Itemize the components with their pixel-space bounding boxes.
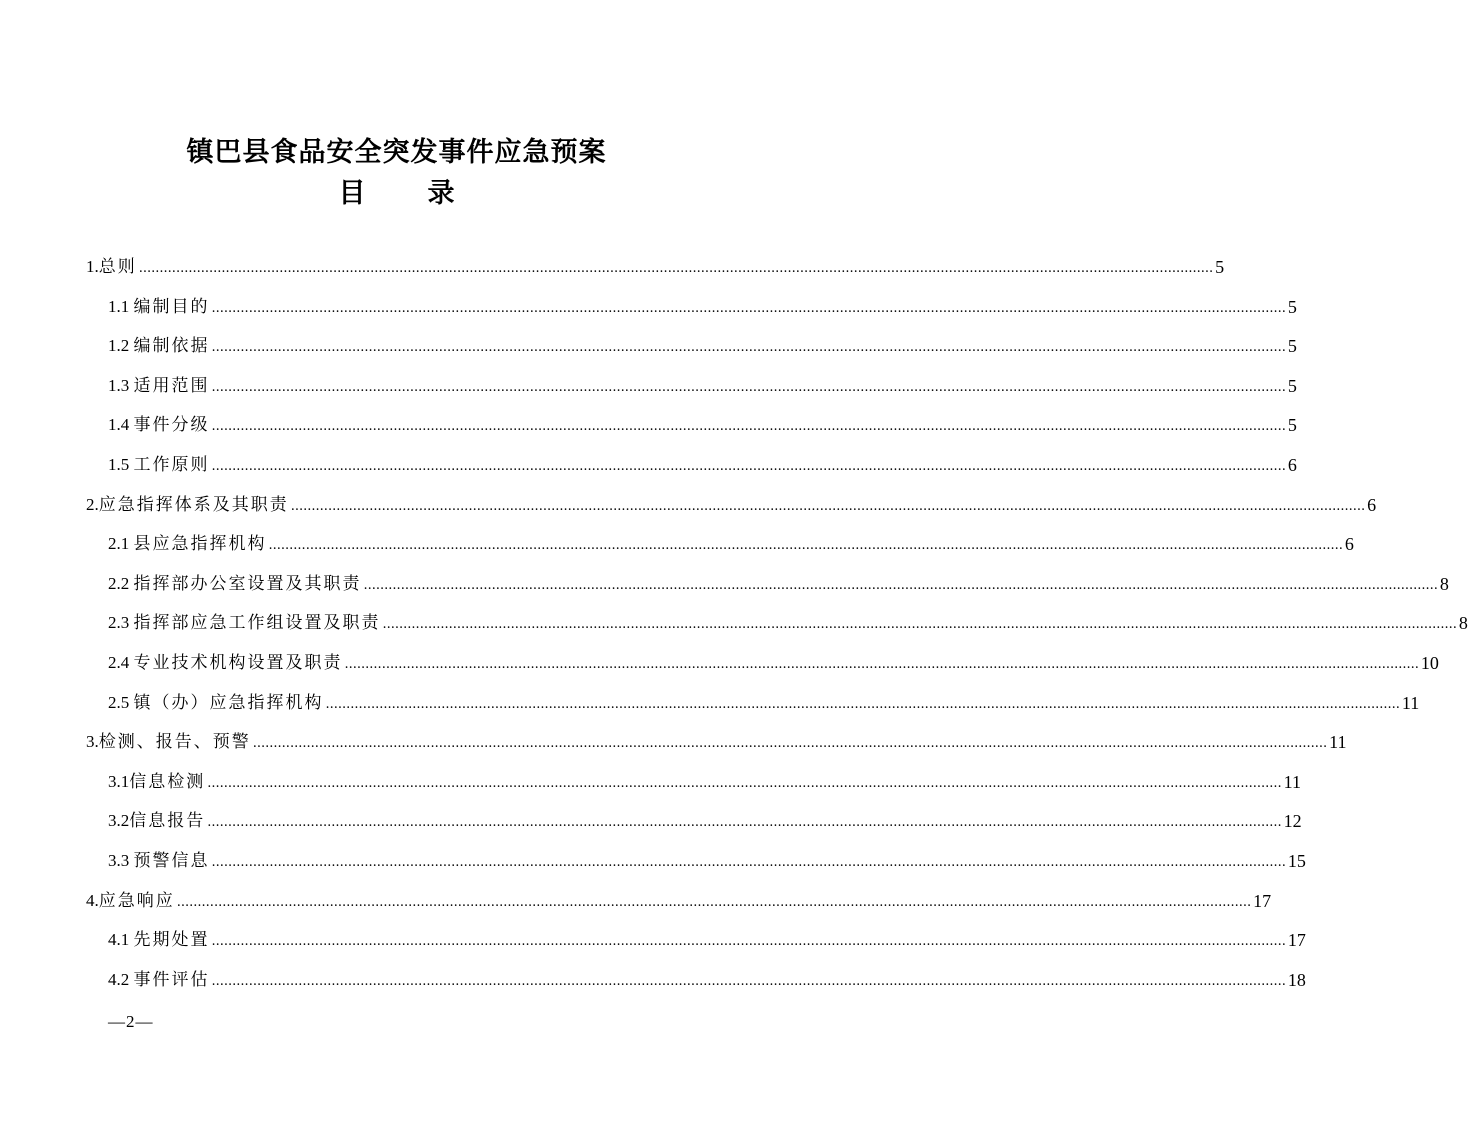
toc-entry-number: 3.1 — [108, 771, 130, 791]
toc-entry-text: 指挥部应急工作组设置及职责 — [133, 613, 381, 634]
toc-leader-dots: .................................................................................................................................................................................................................................................................... — [211, 934, 1286, 950]
toc-entry-number: 2.5 — [108, 692, 134, 712]
toc-leader-dots: .................................................................................................................................................................................................................................................................... — [344, 657, 1419, 672]
toc-entry-number: 1.1 — [108, 296, 134, 316]
toc-entry-number: 1.4 — [108, 415, 134, 435]
toc-entry-page: 8 — [1458, 613, 1468, 634]
toc-entry-text: 信息报告 — [129, 811, 206, 832]
toc-leader-dots: .................................................................................................................................................................................................................................................................... — [207, 775, 1282, 791]
toc-entry-text: 信息检测 — [129, 771, 206, 792]
toc-entry-number: 2.2 — [108, 573, 134, 593]
document-title: 镇巴县食品安全突发事件应急预案 — [186, 137, 607, 168]
toc-entry-text: 应急指挥体系及其职责 — [98, 494, 289, 515]
toc-leader-dots: .................................................................................................................................................................................................................................................................... — [268, 538, 1343, 554]
toc-entry-text: 编制目的 — [133, 296, 210, 317]
toc-entry-number: 1.3 — [108, 375, 134, 395]
toc-entry-page: 5 — [1287, 415, 1297, 436]
toc-entry[interactable] — [108, 763, 1301, 793]
toc-entry-text: 预警信息 — [133, 851, 210, 871]
toc-entry[interactable] — [86, 248, 1225, 278]
toc-entry[interactable] — [108, 921, 1306, 951]
toc-entry-text: 指挥部办公室设置及其职责 — [133, 573, 362, 594]
toc-entry-page: 12 — [1283, 811, 1302, 832]
toc-leader-dots: .................................................................................................................................................................................................................................................................... — [211, 300, 1286, 316]
toc-entry-number: 1. — [86, 257, 99, 276]
toc-leader-dots: .................................................................................................................................................................................................................................................................... — [211, 459, 1286, 474]
toc-entry[interactable] — [108, 565, 1449, 595]
toc-entry[interactable] — [108, 446, 1297, 476]
toc-entry-label — [86, 494, 289, 516]
toc-entry-page: 8 — [1439, 573, 1449, 594]
toc-entry-text: 县应急指挥机构 — [133, 534, 267, 555]
toc-entry-page: 6 — [1287, 455, 1297, 475]
toc-entry-text: 先期处置 — [133, 930, 210, 951]
toc-entry-text: 事件分级 — [133, 415, 210, 436]
toc-entry-label — [108, 929, 210, 951]
toc-entry-label — [108, 612, 381, 634]
toc-entry[interactable] — [108, 644, 1439, 674]
toc-entry-number: 4. — [86, 890, 99, 910]
toc-entry-text: 编制依据 — [133, 336, 210, 357]
toc-entry-number: 1.2 — [108, 336, 134, 356]
toc-entry-page: 5 — [1287, 375, 1297, 396]
toc-entry-label — [108, 652, 343, 674]
toc-entry-number: 3.3 — [108, 851, 134, 870]
toc-heading-right: 录 — [427, 178, 455, 209]
toc-entry[interactable] — [108, 406, 1297, 436]
toc-entry-text: 镇（办）应急指挥机构 — [133, 692, 324, 713]
toc-leader-dots: .................................................................................................................................................................................................................................................................... — [176, 894, 1252, 910]
toc-leader-dots: .................................................................................................................................................................................................................................................................... — [211, 419, 1286, 435]
toc-leader-dots: .................................................................................................................................................................................................................................................................... — [363, 577, 1438, 593]
toc-entry-number: 4.1 — [108, 930, 134, 950]
toc-entry-number: 4.2 — [108, 969, 134, 989]
toc-heading — [0, 171, 793, 210]
toc-leader-dots: .................................................................................................................................................................................................................................................................... — [252, 736, 1328, 752]
toc-entry-text: 专业技术机构设置及职责 — [133, 653, 343, 673]
toc-entry[interactable] — [108, 367, 1297, 397]
toc-entry-page: 5 — [1215, 257, 1225, 277]
toc-entry-label — [108, 692, 324, 714]
toc-entry-page: 11 — [1401, 692, 1420, 713]
toc-entry-number: 2. — [86, 494, 99, 514]
toc-entry-page: 17 — [1253, 890, 1272, 911]
toc-entry-page: 15 — [1287, 851, 1306, 871]
toc-entry-label — [108, 335, 210, 357]
toc-entry[interactable] — [86, 882, 1272, 912]
toc-entry-label — [108, 969, 210, 991]
toc-entry[interactable] — [108, 961, 1306, 991]
toc-entry-label — [108, 573, 362, 595]
toc-leader-dots: .................................................................................................................................................................................................................................................................... — [211, 855, 1286, 870]
toc-entry-text: 检测、报告、预警 — [98, 732, 251, 753]
toc-entry[interactable] — [108, 525, 1354, 555]
toc-entry-page: 11 — [1329, 732, 1347, 753]
toc-entry[interactable] — [108, 802, 1302, 832]
toc-entry-page: 10 — [1420, 653, 1439, 673]
toc-entry-label — [108, 454, 210, 476]
toc-entry-label — [108, 850, 210, 872]
toc-entry-label — [86, 731, 251, 753]
toc-entry-page: 17 — [1287, 930, 1306, 951]
toc-entry[interactable] — [86, 486, 1377, 516]
toc-entry-label — [108, 810, 205, 832]
toc-entry-page: 5 — [1287, 296, 1297, 317]
toc-entry-label — [86, 890, 175, 912]
toc-entry[interactable] — [108, 684, 1420, 714]
toc-entry-label — [108, 771, 205, 793]
toc-entry-text: 应急响应 — [98, 890, 175, 911]
toc-entry-page: 6 — [1367, 494, 1377, 515]
toc-leader-dots: .................................................................................................................................................................................................................................................................... — [211, 379, 1286, 395]
toc-entry-label — [108, 414, 210, 436]
toc-leader-dots: .................................................................................................................................................................................................................................................................... — [211, 973, 1286, 989]
toc-entry-page: 5 — [1287, 336, 1297, 357]
toc-entry[interactable] — [108, 327, 1297, 357]
toc-leader-dots: .................................................................................................................................................................................................................................................................... — [290, 498, 1366, 514]
toc-entry-number: 2.4 — [108, 653, 134, 672]
toc-entry-number: 3.2 — [108, 811, 130, 831]
toc-heading-left: 目 — [338, 178, 366, 209]
toc-entry-label — [108, 375, 210, 397]
toc-leader-dots: .................................................................................................................................................................................................................................................................... — [138, 261, 1214, 276]
toc-leader-dots: .................................................................................................................................................................................................................................................................... — [382, 617, 1457, 633]
toc-entry-text: 工作原则 — [133, 455, 210, 475]
toc-entry-number: 2.3 — [108, 613, 134, 633]
toc-entry-number: 3. — [86, 732, 99, 752]
toc-entry-label — [86, 256, 137, 278]
page-number: —2— — [108, 1012, 154, 1031]
toc-entry[interactable] — [108, 288, 1297, 318]
toc-leader-dots: .................................................................................................................................................................................................................................................................... — [325, 696, 1400, 712]
toc-entry-number: 2.1 — [108, 534, 134, 554]
toc-entry-number: 1.5 — [108, 455, 134, 474]
toc-leader-dots: .................................................................................................................................................................................................................................................................... — [211, 340, 1286, 356]
toc-entry-label — [108, 296, 210, 318]
toc-entry-page: 11 — [1283, 771, 1301, 792]
toc-entry[interactable] — [86, 723, 1347, 753]
toc-entry-label — [108, 533, 267, 555]
toc-entry[interactable] — [108, 604, 1468, 634]
toc-entry-text: 事件评估 — [133, 969, 210, 990]
toc-entry-page: 6 — [1344, 534, 1354, 555]
toc-entry-text: 适用范围 — [133, 375, 210, 396]
toc-entry[interactable] — [108, 842, 1306, 872]
toc-entry-page: 18 — [1287, 969, 1306, 990]
toc-leader-dots: .................................................................................................................................................................................................................................................................... — [207, 815, 1282, 831]
toc-entry-text: 总则 — [98, 257, 137, 277]
